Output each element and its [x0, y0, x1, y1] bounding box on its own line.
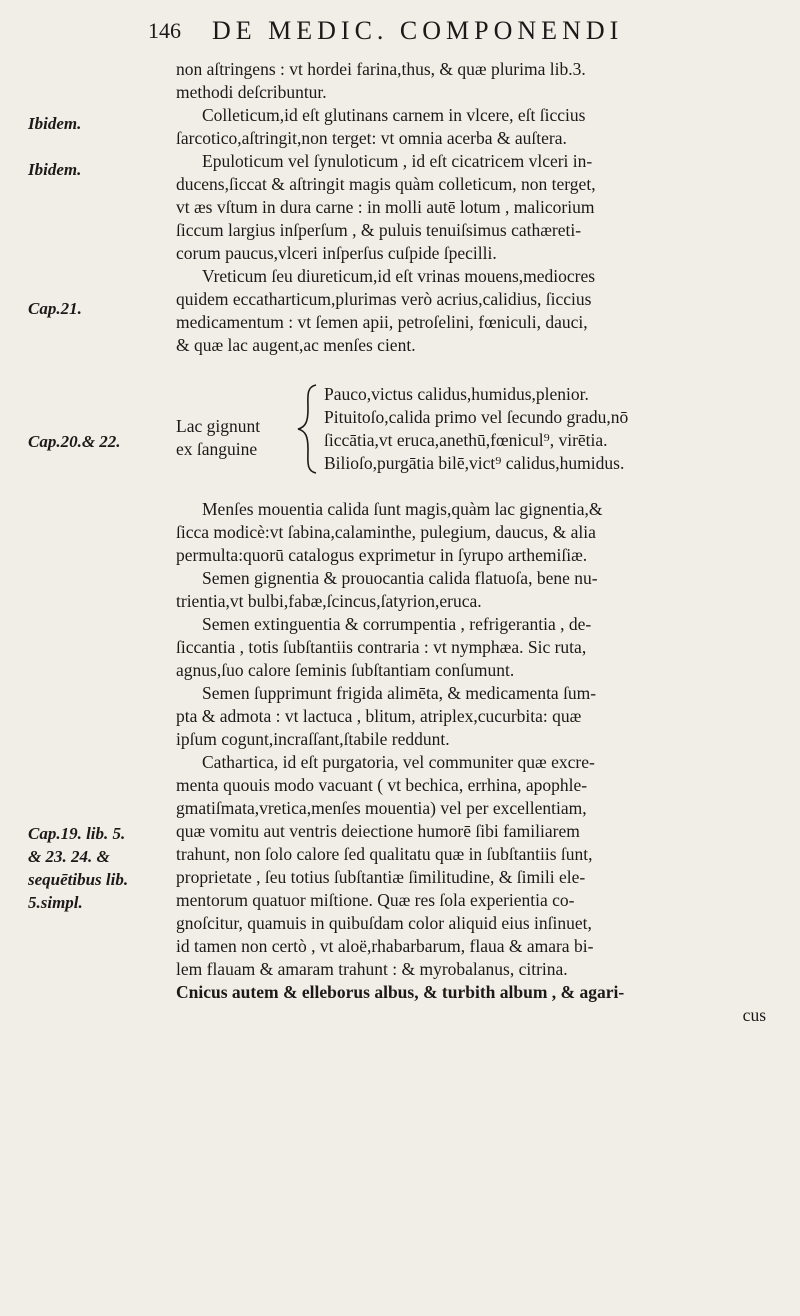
- text-line: ſiccum largius inſperſum , & puluis tenuiſsimus cathæreti-: [176, 220, 582, 240]
- text-line: quidem eccatharticum,plurimas verò acrius,calidius, ſiccius: [176, 289, 592, 309]
- text-line: mentorum quatuor miſtione. Quæ res ſola experientia co-: [176, 890, 575, 910]
- text-line: gnoſcitur, quamuis in quibuſdam color aliquid eius inſinuet,: [176, 913, 592, 933]
- text-line: ſiccantia , totis ſubſtantiis contraria : vt nymphæa. Sic ruta,: [176, 637, 587, 657]
- text-line: vt æs vſtum in dura carne : in molli autē lotum , malicorium: [176, 197, 595, 217]
- running-header: [0, 14, 800, 54]
- margin-note: Ibidem.: [28, 114, 82, 133]
- text-line: Semen gignentia & prouocantia calida flatuoſa, bene nu-: [202, 568, 598, 588]
- text-line: corum paucus,vlceri inſperſus cuſpide ſpecilli.: [176, 243, 497, 263]
- text-line: id tamen non certò , vt aloë,rhabarbarum, flaua & amara bi-: [176, 936, 594, 956]
- text-line: Semen extinguentia & corrumpentia , refrigerantia , de-: [202, 614, 592, 634]
- curly-brace-icon: [294, 383, 320, 475]
- milk-label-line: Lac gignunt: [176, 416, 261, 436]
- milk-items: [324, 383, 628, 475]
- text-line: medicamentum : vt ſemen apii, petroſelini, fœniculi, dauci,: [176, 312, 588, 332]
- text-line: menta quouis modo vacuant ( vt bechica, errhina, apophle-: [176, 775, 588, 795]
- text-line: Menſes mouentia calida ſunt magis,quàm lac gignentia,&: [202, 499, 603, 519]
- text-line: & quæ lac augent,ac menſes cient.: [176, 335, 416, 355]
- text-line: methodi deſcribuntur.: [176, 82, 327, 102]
- text-line: pta & admota : vt lactuca , blitum, atriplex,cucurbita: quæ: [176, 706, 582, 726]
- text-line: ſicca modicè:vt ſabina,calaminthe, pulegium, daucus, & alia: [176, 522, 596, 542]
- text-line: gmatiſmata,vretica,menſes mouentia) vel per excellentiam,: [176, 798, 587, 818]
- margin-note: Cap.19. lib. 5.: [28, 824, 126, 843]
- text-line: Semen ſupprimunt frigida alimēta, & medicamenta ſum-: [202, 683, 597, 703]
- text-line: Cnicus autem & elleborus albus, & turbith album , & agari-: [176, 982, 625, 1002]
- margin-note: & 23. 24. &: [28, 847, 110, 866]
- text-line: permulta:quorū catalogus exprimetur in ſyrupo arthemiſiæ.: [176, 545, 588, 565]
- text-line: agnus,ſuo calore ſeminis ſubſtantiam conſumunt.: [176, 660, 515, 680]
- text-line: Cathartica, id eſt purgatoria, vel communiter quæ excre-: [202, 752, 595, 772]
- margin-note: Cap.21.: [28, 299, 82, 318]
- milk-bracket-table: [176, 383, 776, 475]
- text-line: ſarcotico,aſtringit,non terget: vt omnia acerba & auſtera.: [176, 128, 567, 148]
- milk-item: ſiccātia,vt eruca,anethū,fœnicul⁹, virētia.: [324, 430, 608, 450]
- milk-item: Pituitoſo,calida primo vel ſecundo gradu,nō: [324, 407, 629, 427]
- page-number: 146: [148, 18, 181, 43]
- running-title: DE MEDIC. COMPONENDI: [212, 16, 624, 45]
- text-line: Epuloticum vel ſynuloticum , id eſt cicatricem vlceri in-: [202, 151, 593, 171]
- text-line: quæ vomitu aut ventris deiectione humorē ſibi familiarem: [176, 821, 580, 841]
- text-line: trahunt, non ſolo calore ſed qualitatu quæ in ſubſtantiis ſunt,: [176, 844, 593, 864]
- text-line: Vreticum ſeu diureticum,id eſt vrinas mouens,mediocres: [202, 266, 596, 286]
- text-line: non aſtringens : vt hordei farina,thus, & quæ plurima lib.3.: [176, 59, 586, 79]
- margin-note: 5.simpl.: [28, 893, 83, 912]
- milk-label-line: ex ſanguine: [176, 439, 258, 459]
- text-line: proprietate , ſeu totius ſubſtantiæ ſimilitudine, & ſimili ele-: [176, 867, 586, 887]
- margin-note: Ibidem.: [28, 160, 82, 179]
- milk-item: Bilioſo,purgātia bilē,vict⁹ calidus,humidus.: [324, 453, 625, 473]
- text-line: Colleticum,id eſt glutinans carnem in vlcere, eſt ſiccius: [202, 105, 586, 125]
- text-block-top: [176, 58, 766, 357]
- text-line: lem flauam & amaram trahunt : & myrobalanus, citrina.: [176, 959, 568, 979]
- text-line: trientia,vt bulbi,fabæ,ſcincus,ſatyrion,eruca.: [176, 591, 482, 611]
- catchword: cus: [742, 1005, 766, 1025]
- text-line: ducens,ſiccat & aſtringit magis quàm colleticum, non terget,: [176, 174, 596, 194]
- text-block-bottom: [176, 498, 766, 1027]
- margin-note: Cap.20.& 22.: [28, 432, 121, 451]
- milk-item: Pauco,victus calidus,humidus,plenior.: [324, 384, 589, 404]
- text-line: ipſum cogunt,incraſſant,ſtabile reddunt.: [176, 729, 450, 749]
- margin-note: sequētibus lib.: [28, 870, 129, 889]
- milk-label: [176, 415, 260, 461]
